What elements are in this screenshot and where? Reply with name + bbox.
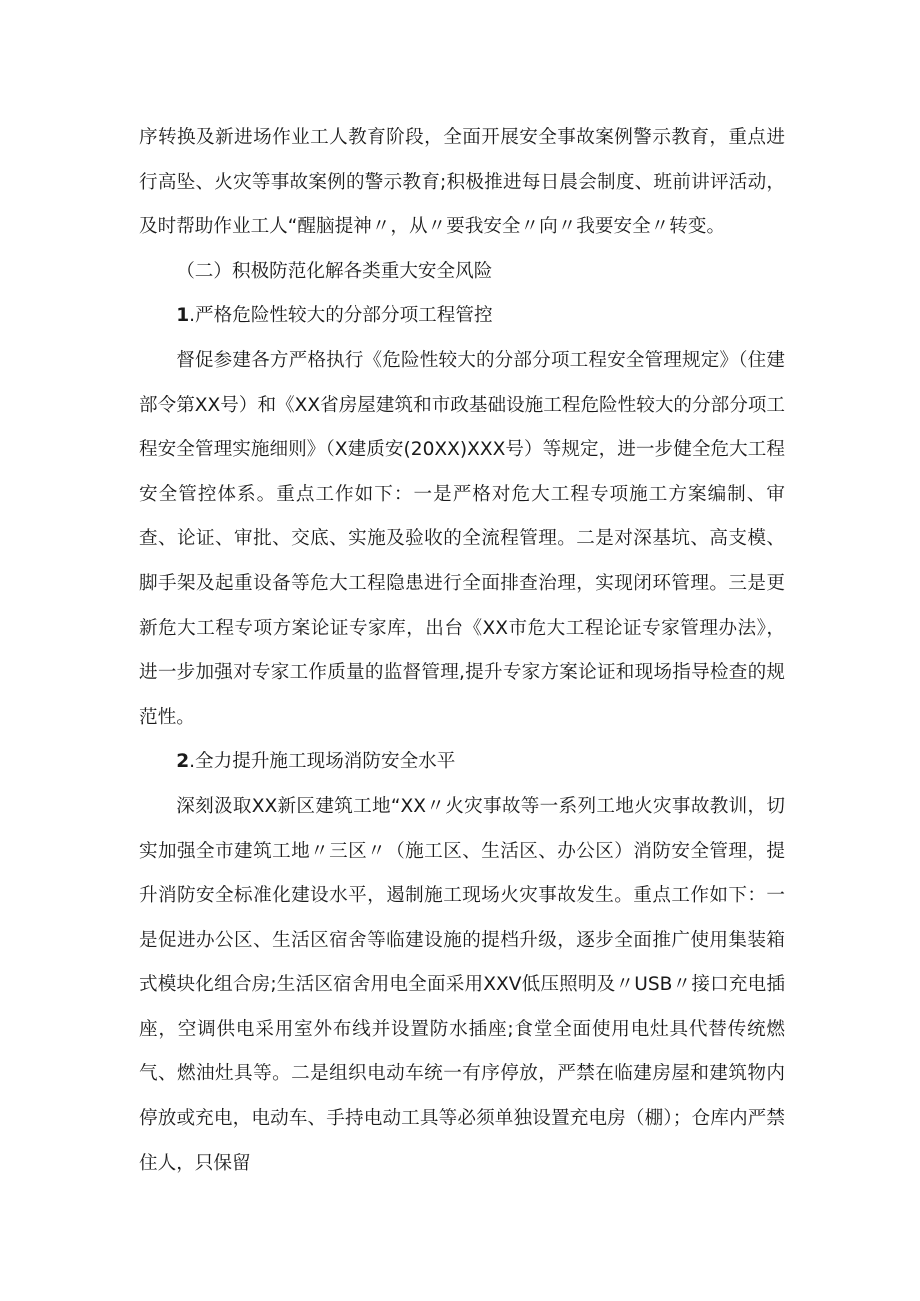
paragraph-hazardous-projects: 督促参建各方严格执行《危险性较大的分部分项工程安全管理规定》（住建部令第XX号）和《XX省房屋建筑和市政基础设施工程危险性较大的分部分项工程安全管理实施细则》（X建质安(20XX)XXX号）等规定，进一步健全危大工程安全管控体系。重点工作如下：一是严格对危大工程专项施工方案编制、审查、论证、审批、交底、实施及验收的全流程管理。二是对深基坑、高支模、脚手架及起重设备等危大工程隐患进行全面排查治理，实现闭环管理。三是更新危大工程专项方案论证专家库，出台《XX市危大工程论证专家管理办法》，进一步加强对专家工作质量的监督管理,提升专家方案论证和现场指导检查的规范性。	[139, 349, 785, 728]
item-heading-hazardous-projects	[139, 294, 785, 339]
item-title: .全力提升施工现场消防安全水平	[189, 751, 456, 773]
section-heading-major-risks: （二）积极防范化解各类重大安全风险	[176, 260, 493, 282]
item-heading-fire-safety	[139, 740, 785, 785]
paragraph-fire-safety: 深刻汲取XX新区建筑工地“XX〃火灾事故等一系列工地火灾事故教训，切实加强全市建筑工地〃三区〃（施工区、生活区、办公区）消防安全管理，提升消防安全标准化建设水平，遏制施工现场火灾事故发生。重点工作如下：一是促进办公区、生活区宿舍等临建设施的提档升级，逐步全面推广使用集装箱式模块化组合房;生活区宿舍用电全面采用XXV低压照明及〃USB〃接口充电插座，空调供电采用室外布线并设置防水插座;食堂全面使用电灶具代替传统燃气、燃油灶具等。二是组织电动车统一有序停放，严禁在临建房屋和建筑物内停放或充电，电动车、手持电动工具等必须单独设置充电房（棚）；仓库内严禁住人，只保留	[139, 795, 785, 1174]
item-number: 2	[176, 751, 190, 773]
item-number: 1	[176, 305, 190, 327]
document-body	[139, 116, 785, 1186]
paragraph-worker-education: 序转换及新进场作业工人教育阶段，全面开展安全事故案例警示教育，重点进行高坠、火灾等事故案例的警示教育;积极推进每日晨会制度、班前讲评活动，及时帮助作业工人“醒脑提神〃，从〃要我安全〃向〃我要安全〃转变。	[139, 127, 785, 238]
item-title: .严格危险性较大的分部分项工程管控	[189, 305, 493, 327]
